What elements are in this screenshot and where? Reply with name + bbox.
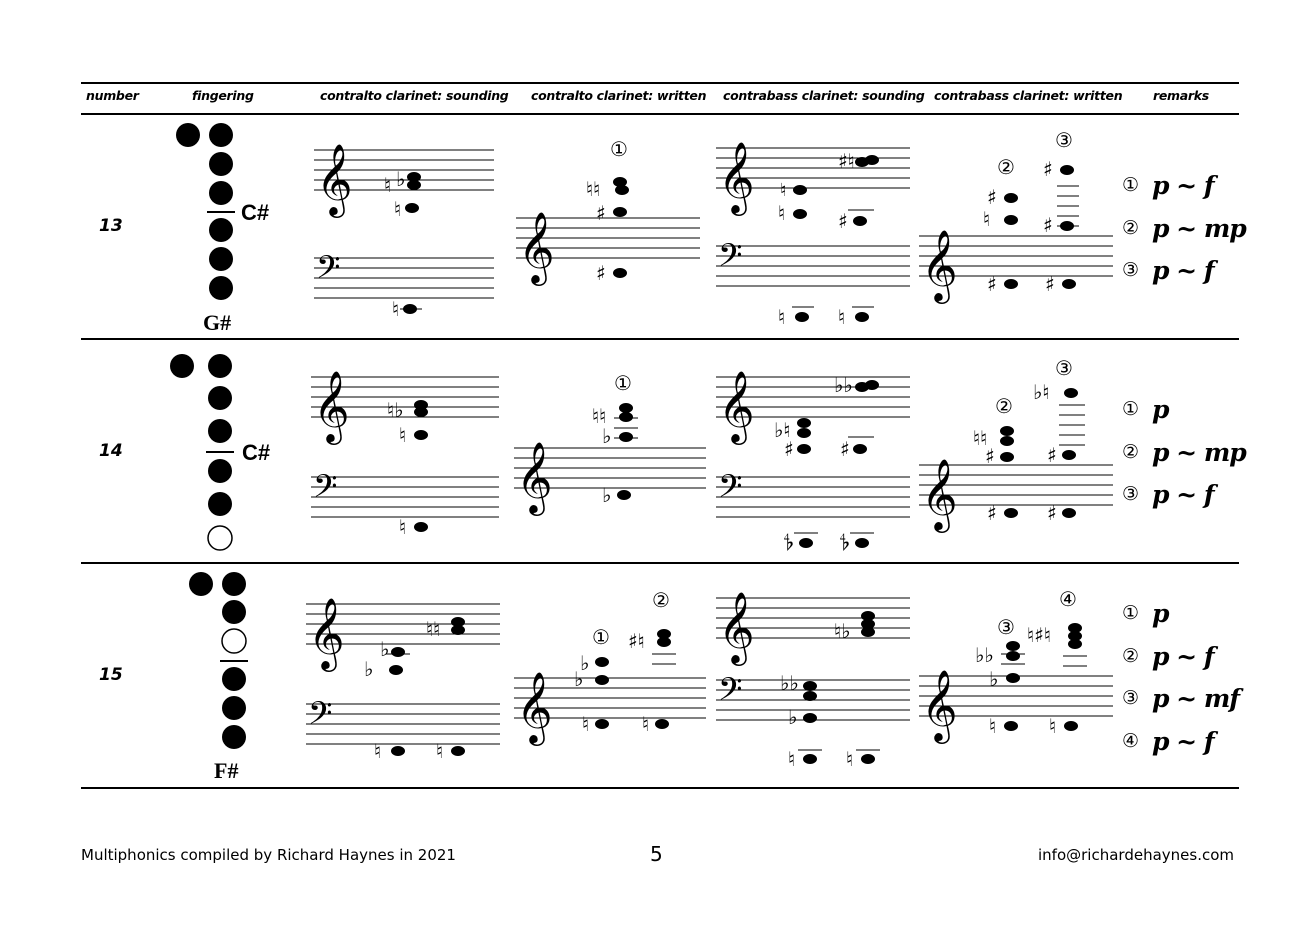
- svg-text:♯: ♯: [840, 437, 850, 461]
- svg-text:♭: ♭: [989, 667, 999, 691]
- svg-text:♭: ♭: [580, 651, 590, 675]
- svg-text:♯: ♯: [985, 444, 995, 468]
- svg-text:♭♭: ♭♭: [834, 373, 853, 397]
- hole-filled: [209, 276, 233, 300]
- treble-clef: 𝄞: [921, 668, 958, 741]
- svg-text:♯: ♯: [1047, 501, 1057, 525]
- footer-email[interactable]: info@richardehaynes.com: [1038, 846, 1234, 864]
- fingering-diagram: [180, 568, 280, 783]
- remark-item: [1122, 726, 1214, 756]
- header-fingering: fingering: [192, 88, 254, 103]
- bass-staff: [716, 246, 910, 286]
- treble-clef: 𝄞: [316, 142, 353, 215]
- svg-text:♮: ♮: [399, 515, 407, 539]
- hole-filled: [209, 152, 233, 176]
- bass-staff: [314, 258, 494, 298]
- table-bottom-rule: [81, 787, 1239, 789]
- svg-text:♯♮: ♯♮: [628, 629, 645, 653]
- remark-item: [1122, 437, 1246, 467]
- svg-text:♯: ♯: [596, 261, 606, 285]
- treble-clef: 𝄞: [313, 369, 350, 442]
- header-contralto-written: contralto clarinet: written: [531, 88, 707, 103]
- hole-filled: [208, 354, 232, 378]
- hole-filled: [208, 419, 232, 443]
- footer-credit: Multiphonics compiled by Richard Haynes in 2021: [81, 846, 456, 864]
- notation-contrabass-sounding: [712, 345, 912, 555]
- fingering-chart-14: [160, 342, 290, 557]
- remark-dynamic: p ~ f: [1152, 255, 1214, 285]
- note-marker: ③: [997, 615, 1015, 639]
- notation-contrabass-written: [915, 570, 1115, 780]
- svg-text:♮: ♮: [846, 747, 854, 771]
- chord-notes: [973, 380, 1085, 525]
- note-marker: ②: [995, 394, 1013, 418]
- remark-marker: ④: [1122, 730, 1140, 752]
- treble-clef: 𝄞: [718, 369, 755, 442]
- svg-text:♯: ♯: [1047, 443, 1057, 467]
- side-key-label: C#: [241, 200, 270, 225]
- svg-text:♮: ♮: [642, 712, 650, 736]
- remark-item: [1122, 598, 1168, 628]
- chord-notes: [778, 149, 879, 329]
- svg-text:♭: ♭: [396, 167, 406, 191]
- treble-clef: 𝄞: [921, 457, 958, 530]
- svg-text:♯: ♯: [1045, 272, 1055, 296]
- chord-notes: [975, 623, 1087, 738]
- svg-text:♮: ♮: [394, 197, 402, 221]
- hole-filled: [189, 572, 213, 596]
- header-remarks: remarks: [1153, 88, 1209, 103]
- treble-clef: 𝄞: [518, 210, 555, 283]
- note-marker: ①: [592, 625, 610, 649]
- hole-filled: [208, 459, 232, 483]
- svg-text:♮: ♮: [838, 305, 846, 329]
- note-marker: ②: [652, 588, 670, 612]
- svg-text:♯: ♯: [838, 209, 848, 233]
- bass-staff: [716, 477, 910, 517]
- row-number: 15: [99, 665, 123, 685]
- svg-text:𝄳: 𝄳: [840, 531, 850, 555]
- svg-text:♭♮: ♭♮: [1033, 380, 1050, 404]
- remark-dynamic: p ~ f: [1152, 726, 1214, 756]
- header-number: number: [86, 88, 139, 103]
- fingering-chart-13: [165, 118, 285, 338]
- svg-text:♮: ♮: [778, 305, 786, 329]
- hole-filled: [222, 696, 246, 720]
- bass-clef: 𝄢: [316, 249, 341, 293]
- svg-text:♭: ♭: [380, 637, 390, 661]
- treble-clef: 𝄞: [516, 670, 553, 743]
- chord-notes: [586, 177, 629, 285]
- svg-text:♮: ♮: [436, 739, 444, 763]
- remark-dynamic: p ~ f: [1152, 170, 1214, 200]
- remark-marker: ①: [1122, 174, 1140, 196]
- svg-text:𝄳: 𝄳: [784, 531, 794, 555]
- hole-filled: [222, 725, 246, 749]
- treble-clef: 𝄞: [718, 590, 755, 663]
- chord-notes: [592, 403, 638, 507]
- page-number: 5: [650, 842, 663, 866]
- notation-contralto-sounding: [302, 570, 507, 780]
- treble-clef: 𝄞: [516, 440, 553, 513]
- svg-text:♯: ♯: [596, 201, 606, 225]
- svg-text:♭: ♭: [602, 424, 612, 448]
- svg-text:♮: ♮: [780, 180, 787, 201]
- remark-marker: ③: [1122, 259, 1140, 281]
- notation-contralto-sounding: [308, 120, 503, 330]
- note-marker: ②: [997, 155, 1015, 179]
- svg-text:♯: ♯: [987, 272, 997, 296]
- note-marker: ④: [1059, 587, 1077, 611]
- header-contrabass-written: contrabass clarinet: written: [934, 88, 1123, 103]
- bottom-key-label: F#: [214, 758, 239, 783]
- row-divider: [81, 562, 1239, 564]
- svg-text:♮: ♮: [399, 423, 407, 447]
- note-marker: ③: [1055, 128, 1073, 152]
- hole-filled: [222, 667, 246, 691]
- svg-text:♮: ♮: [989, 714, 997, 738]
- treble-clef: 𝄞: [921, 228, 958, 301]
- notation-contrabass-sounding: [712, 120, 912, 330]
- bass-clef: 𝄢: [308, 695, 333, 739]
- svg-text:♮♭: ♮♭: [834, 619, 851, 643]
- svg-text:♮: ♮: [374, 739, 382, 763]
- chord-notes: [574, 629, 676, 736]
- fingering-diagram: [160, 342, 290, 557]
- hole-filled: [222, 572, 246, 596]
- bottom-key-label: G#: [203, 310, 232, 335]
- note-marker: ③: [1055, 356, 1073, 380]
- side-key-label: C#: [242, 440, 271, 465]
- chord-notes: [364, 617, 465, 763]
- svg-text:♭: ♭: [574, 667, 584, 691]
- chord-notes: [780, 611, 880, 771]
- svg-text:♮: ♮: [384, 173, 392, 197]
- remark-marker: ②: [1122, 441, 1140, 463]
- notation-contralto-written: [510, 570, 710, 780]
- svg-text:♯♮: ♯♮: [838, 149, 855, 173]
- svg-text:♮: ♮: [788, 747, 796, 771]
- chord-notes: [774, 373, 879, 555]
- svg-text:♭: ♭: [602, 483, 612, 507]
- remark-item: [1122, 213, 1246, 243]
- bass-clef: 𝄢: [718, 671, 743, 715]
- remark-marker: ①: [1122, 398, 1140, 420]
- chord-notes: [387, 398, 428, 539]
- svg-text:♯: ♯: [987, 185, 997, 209]
- header-contralto-sounding: contralto clarinet: sounding: [320, 88, 509, 103]
- bass-staff: [311, 477, 499, 517]
- hole-filled: [222, 600, 246, 624]
- note-marker: ①: [614, 371, 632, 395]
- notation-contralto-written: [510, 120, 705, 330]
- remark-marker: ②: [1122, 645, 1140, 667]
- hole-filled: [209, 247, 233, 271]
- svg-text:♮♮: ♮♮: [426, 617, 441, 641]
- fingering-diagram: [165, 118, 285, 338]
- svg-text:♯: ♯: [784, 437, 794, 461]
- table-top-rule: [81, 82, 1239, 84]
- bass-clef: 𝄢: [718, 237, 743, 281]
- svg-text:♮: ♮: [983, 207, 991, 231]
- notation-contralto-sounding: [305, 345, 505, 555]
- hole-filled: [208, 386, 232, 410]
- svg-text:♮: ♮: [582, 712, 590, 736]
- svg-text:♮: ♮: [1049, 714, 1057, 738]
- remark-item: [1122, 479, 1214, 509]
- remark-marker: ③: [1122, 483, 1140, 505]
- svg-text:♮♮: ♮♮: [973, 426, 988, 450]
- bass-clef: 𝄢: [313, 468, 338, 512]
- svg-text:♮♮: ♮♮: [586, 177, 601, 201]
- hole-filled: [170, 354, 194, 378]
- hole-filled: [209, 123, 233, 147]
- remark-dynamic: p: [1152, 394, 1169, 424]
- header-contrabass-sounding: contrabass clarinet: sounding: [723, 88, 925, 103]
- notation-contrabass-sounding: [712, 570, 912, 780]
- remark-dynamic: p: [1152, 598, 1169, 628]
- fingering-chart-15: [180, 568, 280, 783]
- hole-open: [222, 629, 246, 653]
- remark-item: [1122, 170, 1214, 200]
- svg-text:♯: ♯: [1043, 213, 1053, 237]
- remark-item: [1122, 641, 1214, 671]
- remark-dynamic: p ~ f: [1152, 641, 1214, 671]
- hole-filled: [208, 492, 232, 516]
- remark-item: [1122, 255, 1214, 285]
- hole-filled: [176, 123, 200, 147]
- svg-text:♮♮: ♮♮: [592, 404, 607, 428]
- notation-contrabass-written: [915, 120, 1115, 330]
- svg-text:♯: ♯: [987, 501, 997, 525]
- svg-text:♮♯♮: ♮♯♮: [1027, 623, 1051, 647]
- hole-open: [208, 526, 232, 550]
- remark-dynamic: p ~ mp: [1152, 213, 1246, 243]
- header-rule: [81, 113, 1239, 115]
- remark-item: [1122, 394, 1168, 424]
- svg-text:♭♮: ♭♮: [774, 418, 791, 442]
- notation-contrabass-written: [915, 345, 1115, 555]
- svg-text:♭: ♭: [364, 657, 374, 681]
- hole-filled: [209, 181, 233, 205]
- svg-text:♭♭: ♭♭: [780, 671, 799, 695]
- svg-text:♮: ♮: [392, 297, 400, 321]
- svg-text:♭♭: ♭♭: [975, 643, 994, 667]
- treble-clef: 𝄞: [718, 140, 755, 213]
- treble-clef: 𝄞: [308, 596, 345, 669]
- bass-staff: [306, 704, 500, 744]
- bass-clef: 𝄢: [718, 468, 743, 512]
- note-marker: ①: [610, 137, 628, 161]
- remark-marker: ①: [1122, 602, 1140, 624]
- remark-marker: ③: [1122, 687, 1140, 709]
- hole-filled: [209, 218, 233, 242]
- row-number: 13: [99, 216, 123, 236]
- remark-dynamic: p ~ f: [1152, 479, 1214, 509]
- svg-text:♭: ♭: [788, 705, 798, 729]
- remark-dynamic: p ~ mp: [1152, 437, 1246, 467]
- svg-text:♮♭: ♮♭: [387, 398, 404, 422]
- svg-text:♯: ♯: [1043, 157, 1053, 181]
- svg-text:♮: ♮: [778, 201, 786, 225]
- remark-item: [1122, 683, 1239, 713]
- row-number: 14: [99, 441, 123, 461]
- remark-dynamic: p ~ mf: [1152, 683, 1240, 713]
- notation-contralto-written: [510, 345, 710, 555]
- remark-marker: ②: [1122, 217, 1140, 239]
- row-divider: [81, 338, 1239, 340]
